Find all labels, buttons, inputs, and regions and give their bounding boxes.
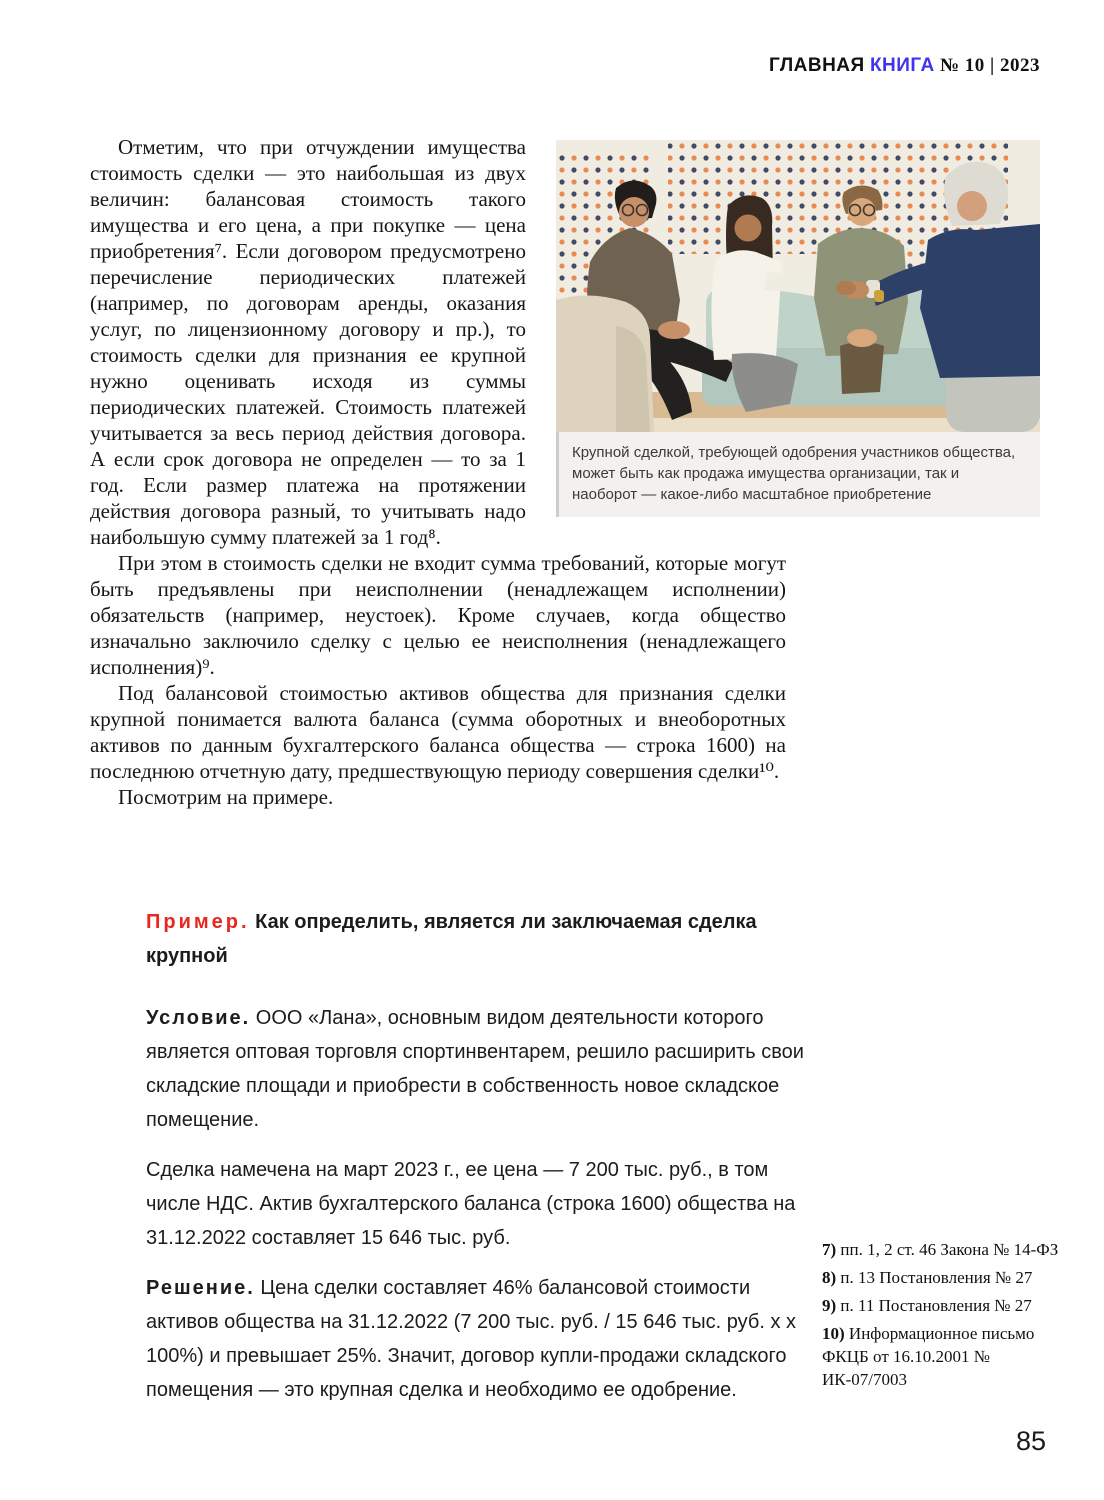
magazine-name: ГЛАВНАЯ [769,55,865,76]
example-block [146,905,806,1423]
article-paragraph: Отметим, что при отчуждении имущества стоимость сделки — это наибольшая из двух величин: балансовая стоимость такого имущества и его цена, а при покупке — цена приобретения⁷. Если договором предусмотрено перечисление периодических платежей (например, по договорам аренды, оказания услуг, по лицензионному договору и пр.), то стоимость сделки для признания ее крупной нужно оценивать исходя из суммы периодических платежей. Стоимость платежей учитывается за весь период действия договора. А если срок договора не определен — то за 1 год. Если размер платежа на протяжении действия договора разный, то учитывать надо наибольшую сумму платежей за 1 год⁸. [90,135,526,549]
magazine-brand: КНИГА [869,55,935,76]
page-number: 85 [1015,1426,1046,1456]
footnote-number: 8) [822,1268,837,1287]
example-solution [146,1271,806,1407]
footnote-text: п. 13 Постановления № 27 [840,1268,1033,1287]
footnote [822,1266,1062,1289]
article-paragraph: Посмотрим на примере. [118,785,334,809]
footnote [822,1238,1062,1261]
issue-number: № 10 | 2023 [939,55,1040,76]
example-label: Пример. [146,911,250,933]
condition-text: ООО «Лана», основным видом деятельности которого является оптовая торговля спортинвентарем, решило расширить свои складские площади и приобрести в собственность новое складское помещение. [146,1007,804,1131]
article-paragraph: При этом в стоимость сделки не входит сумма требований, которые могут быть предъявлены при неисполнении (ненадлежащем исполнении) обязательств (например, неустоек). Кроме случаев, когда общество изначально заключило сделку с целью ее неисполнения (ненадлежащего исполнения)⁹. [90,551,786,679]
footnotes [822,1238,1062,1396]
example-title [146,905,806,973]
footnote-text: пп. 1, 2 ст. 46 Закона № 14-ФЗ [840,1240,1059,1259]
footnote [822,1294,1062,1317]
footnote-number: 10) [822,1324,845,1343]
condition-label: Условие. [146,1007,251,1029]
footnote-text: Информационное письмо ФКЦБ от 16.10.2001 № ИК-07/7003 [822,1324,1035,1389]
running-head [0,55,1040,77]
example-condition-2: Сделка намечена на март 2023 г., ее цена — 7 200 тыс. руб., в том числе НДС. Актив бухгалтерского баланса (строка 1600) общества на 31.12.2022 составляет 15 646 тыс. руб. [146,1159,796,1249]
example-title-text: Как определить, является ли заключаемая сделка крупной [146,911,757,967]
photo-block [556,140,1040,517]
solution-text: Цена сделки составляет 46% балансовой стоимости активов общества на 31.12.2022 (7 200 тыс. руб. / 15 646 тыс. руб. х х 100%) и превышает 25%. Значит, договор купли-продажи складского помещения — это крупная сделка и необходимо ее одобрение. [146,1277,797,1401]
solution-label: Решение. [146,1277,255,1299]
photo-caption: Крупной сделкой, требующей одобрения участников общества, может быть как продажа имущества организации, так и наоборот — какое-либо масштабное приобретение [556,432,1040,517]
footnote-number: 9) [822,1296,837,1315]
article-paragraph: Под балансовой стоимостью активов общества для признания сделки крупной понимается валюта баланса (сумма оборотных и внеоборотных активов по данным бухгалтерского баланса общества — строка 1600) на последнюю отчетную дату, предшествующую периоду совершения сделки¹⁰. [90,681,786,783]
footnote-text: п. 11 Постановления № 27 [840,1296,1032,1315]
example-condition [146,1001,806,1137]
footnote [822,1322,1062,1391]
footnote-number: 7) [822,1240,837,1259]
office-meeting-photo [556,140,1040,432]
